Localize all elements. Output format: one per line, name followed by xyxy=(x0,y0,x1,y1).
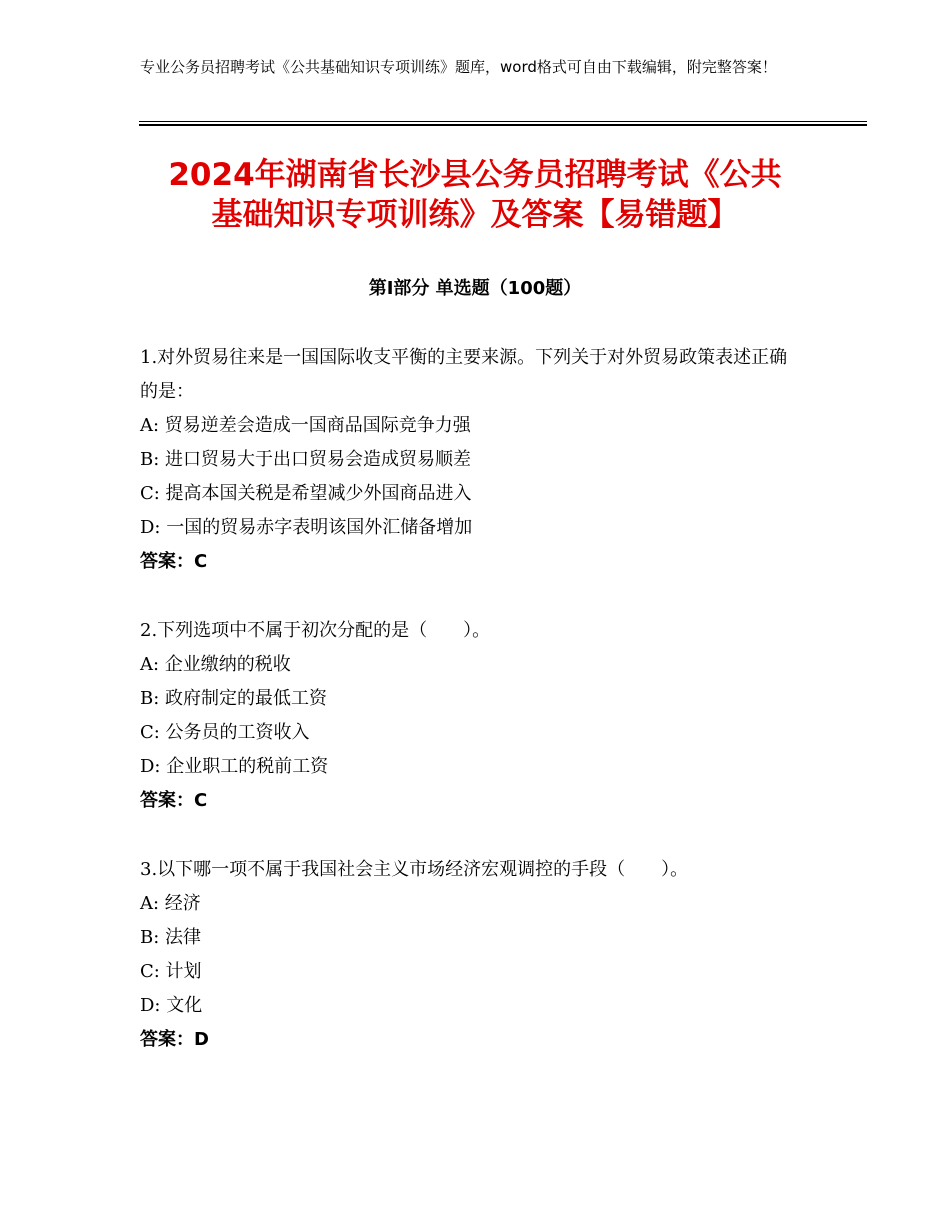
question-1 xyxy=(140,341,800,579)
header-divider-thin xyxy=(139,121,867,122)
question-stem: 2.下列选项中不属于初次分配的是（ ）。 xyxy=(140,620,491,641)
option-c: C: 提高本国关税是希望减少外国商品进入 xyxy=(140,483,472,504)
option-b: B: 政府制定的最低工资 xyxy=(140,688,328,709)
answer-line: 答案：D xyxy=(140,1029,209,1050)
answer-line: 答案：C xyxy=(140,551,208,572)
option-d: D: 一国的贸易赤字表明该国外汇储备增加 xyxy=(140,517,473,538)
option-a: A: 经济 xyxy=(140,893,201,914)
option-c: C: 计划 xyxy=(140,961,202,982)
question-stem: 3.以下哪一项不属于我国社会主义市场经济宏观调控的手段（ ）。 xyxy=(140,859,689,880)
answer-line: 答案：C xyxy=(140,790,208,811)
question-stem: 1.对外贸易往来是一国国际收支平衡的主要来源。下列关于对外贸易政策表述正确的是： xyxy=(140,347,788,402)
option-b: B: 法律 xyxy=(140,927,202,948)
header-note: 专业公务员招聘考试《公共基础知识专项训练》题库，word格式可自由下载编辑，附完整答案！ xyxy=(140,58,777,76)
question-2 xyxy=(140,614,800,818)
option-c: C: 公务员的工资收入 xyxy=(140,722,310,743)
question-3 xyxy=(140,853,800,1057)
header-divider-thick xyxy=(139,124,867,126)
option-d: D: 企业职工的税前工资 xyxy=(140,756,329,777)
option-d: D: 文化 xyxy=(140,995,203,1016)
section-title: 第Ⅰ部分 单选题（100题） xyxy=(368,278,582,299)
option-a: A: 企业缴纳的税收 xyxy=(140,654,291,675)
option-a: A: 贸易逆差会造成一国商品国际竞争力强 xyxy=(140,415,471,436)
option-b: B: 进口贸易大于出口贸易会造成贸易顺差 xyxy=(140,449,472,470)
document-title xyxy=(100,155,850,235)
title-line-2: 基础知识专项训练》及答案【易错题】 xyxy=(211,197,739,233)
title-line-1: 2024年湖南省长沙县公务员招聘考试《公共 xyxy=(168,157,782,193)
